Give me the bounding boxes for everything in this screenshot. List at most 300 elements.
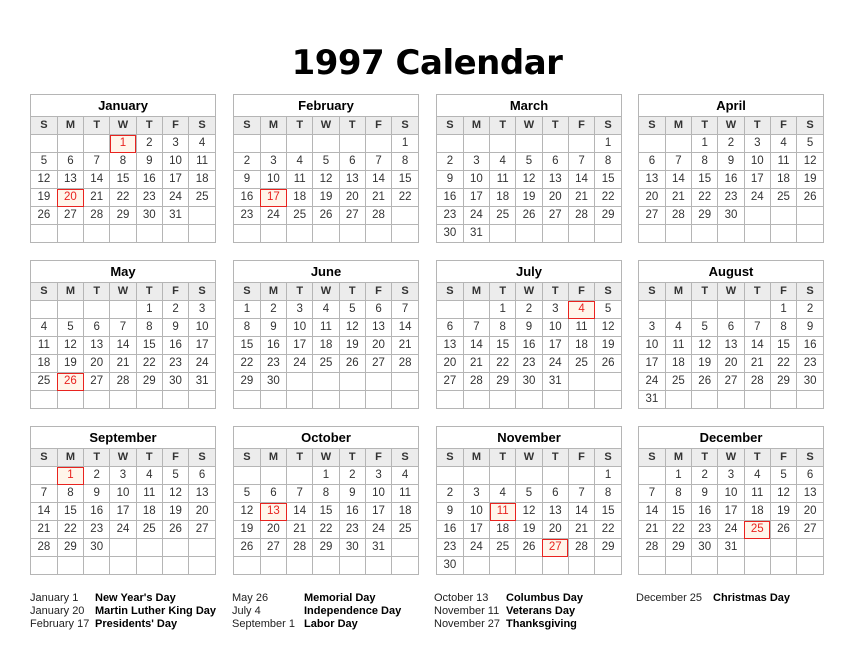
day-cell: 12 <box>516 503 542 521</box>
day-cell: 31 <box>162 207 188 225</box>
day-cell: 27 <box>639 207 665 225</box>
day-cell: 3 <box>260 153 286 171</box>
day-cell: 20 <box>84 355 110 373</box>
month-table <box>437 283 621 408</box>
day-cell: 22 <box>136 355 162 373</box>
day-cell: 31 <box>639 391 665 409</box>
day-cell: 26 <box>234 539 260 557</box>
day-cell: 1 <box>234 301 260 319</box>
day-cell: 2 <box>234 153 260 171</box>
day-cell: 22 <box>234 355 260 373</box>
week-row <box>639 301 823 319</box>
day-cell: 28 <box>84 207 110 225</box>
empty-day-cell <box>542 467 568 485</box>
holiday-day-cell: 11 <box>490 503 516 521</box>
holiday-entry <box>232 618 401 631</box>
weekday-header: M <box>665 117 691 135</box>
empty-day-cell <box>718 225 744 243</box>
empty-day-cell <box>234 557 260 575</box>
week-row <box>639 521 823 539</box>
day-cell: 8 <box>595 153 621 171</box>
weekday-header: T <box>490 117 516 135</box>
weekday-header-row <box>234 449 418 467</box>
empty-day-cell <box>31 391 57 409</box>
day-cell: 12 <box>595 319 621 337</box>
holiday-day-cell: 1 <box>110 135 136 153</box>
empty-day-cell <box>84 391 110 409</box>
day-cell: 1 <box>692 135 718 153</box>
day-cell: 9 <box>516 319 542 337</box>
day-cell: 20 <box>718 355 744 373</box>
weekday-header: F <box>568 283 594 301</box>
day-cell: 26 <box>162 521 188 539</box>
day-cell: 11 <box>744 485 770 503</box>
weekday-header: W <box>718 449 744 467</box>
weekday-header: M <box>57 117 83 135</box>
holiday-date: September 1 <box>232 618 295 630</box>
empty-day-cell <box>595 391 621 409</box>
day-cell: 28 <box>665 207 691 225</box>
empty-day-cell <box>287 391 313 409</box>
week-row <box>234 521 418 539</box>
empty-day-cell <box>189 557 215 575</box>
day-cell: 2 <box>162 301 188 319</box>
month-april <box>638 94 824 243</box>
day-cell: 17 <box>110 503 136 521</box>
empty-day-cell <box>260 135 286 153</box>
weekday-header: S <box>639 283 665 301</box>
day-cell: 11 <box>31 337 57 355</box>
day-cell: 13 <box>437 337 463 355</box>
day-cell: 26 <box>595 355 621 373</box>
day-cell: 22 <box>110 189 136 207</box>
week-row <box>639 373 823 391</box>
day-cell: 8 <box>665 485 691 503</box>
empty-day-cell <box>568 373 594 391</box>
day-cell: 1 <box>595 467 621 485</box>
day-cell: 29 <box>234 373 260 391</box>
empty-day-cell <box>463 135 489 153</box>
day-cell: 16 <box>718 171 744 189</box>
day-cell: 6 <box>542 485 568 503</box>
day-cell: 17 <box>639 355 665 373</box>
weekday-header: M <box>665 449 691 467</box>
day-cell: 5 <box>692 319 718 337</box>
weekday-header: F <box>365 283 391 301</box>
day-cell: 12 <box>57 337 83 355</box>
empty-day-cell <box>84 557 110 575</box>
day-cell: 7 <box>84 153 110 171</box>
holiday-entry <box>434 618 583 631</box>
day-cell: 28 <box>110 373 136 391</box>
weekday-header: W <box>516 283 542 301</box>
week-row <box>639 225 823 243</box>
day-cell: 25 <box>189 189 215 207</box>
day-cell: 4 <box>313 301 339 319</box>
day-cell: 7 <box>744 319 770 337</box>
day-cell: 22 <box>392 189 418 207</box>
day-cell: 27 <box>437 373 463 391</box>
day-cell: 23 <box>136 189 162 207</box>
week-row <box>639 171 823 189</box>
week-row <box>234 189 418 207</box>
day-cell: 29 <box>136 373 162 391</box>
empty-day-cell <box>744 391 770 409</box>
week-row <box>234 539 418 557</box>
month-name: September <box>31 427 215 449</box>
holiday-date: November 27 <box>434 618 501 630</box>
day-cell: 18 <box>287 189 313 207</box>
day-cell: 10 <box>189 319 215 337</box>
day-cell: 12 <box>339 319 365 337</box>
day-cell: 27 <box>57 207 83 225</box>
empty-day-cell <box>31 557 57 575</box>
weekday-header-row <box>31 283 215 301</box>
day-cell: 9 <box>718 153 744 171</box>
empty-day-cell <box>463 391 489 409</box>
day-cell: 23 <box>437 539 463 557</box>
empty-day-cell <box>797 391 823 409</box>
empty-day-cell <box>770 557 796 575</box>
weekday-header: W <box>516 449 542 467</box>
day-cell: 29 <box>595 207 621 225</box>
month-name: March <box>437 95 621 117</box>
month-june <box>233 260 419 409</box>
empty-day-cell <box>744 557 770 575</box>
holiday-date: February 17 <box>30 618 90 630</box>
empty-day-cell <box>516 391 542 409</box>
day-cell: 19 <box>162 503 188 521</box>
day-cell: 11 <box>189 153 215 171</box>
day-cell: 22 <box>665 521 691 539</box>
day-cell: 2 <box>718 135 744 153</box>
day-cell: 12 <box>797 153 823 171</box>
week-row <box>31 521 215 539</box>
day-cell: 12 <box>516 171 542 189</box>
day-cell: 23 <box>692 521 718 539</box>
empty-day-cell <box>797 225 823 243</box>
day-cell: 25 <box>136 521 162 539</box>
holiday-name: Presidents' Day <box>95 618 178 630</box>
day-cell: 18 <box>568 337 594 355</box>
day-cell: 3 <box>463 485 489 503</box>
day-cell: 2 <box>437 485 463 503</box>
weekday-header: F <box>365 449 391 467</box>
empty-day-cell <box>692 301 718 319</box>
day-cell: 26 <box>692 373 718 391</box>
day-cell: 11 <box>770 153 796 171</box>
day-cell: 18 <box>31 355 57 373</box>
day-cell: 22 <box>770 355 796 373</box>
day-cell: 19 <box>339 337 365 355</box>
day-cell: 18 <box>490 521 516 539</box>
day-cell: 9 <box>692 485 718 503</box>
empty-day-cell <box>770 539 796 557</box>
day-cell: 7 <box>110 319 136 337</box>
weekday-header: T <box>744 117 770 135</box>
empty-day-cell <box>639 467 665 485</box>
day-cell: 4 <box>490 153 516 171</box>
weekday-header: W <box>516 117 542 135</box>
day-cell: 8 <box>313 485 339 503</box>
day-cell: 13 <box>84 337 110 355</box>
day-cell: 1 <box>136 301 162 319</box>
day-cell: 17 <box>463 521 489 539</box>
day-cell: 1 <box>313 467 339 485</box>
day-cell: 27 <box>189 521 215 539</box>
day-cell: 21 <box>463 355 489 373</box>
day-cell: 19 <box>797 171 823 189</box>
weekday-header: W <box>110 283 136 301</box>
week-row <box>234 391 418 409</box>
month-february <box>233 94 419 243</box>
empty-day-cell <box>31 301 57 319</box>
week-row <box>639 485 823 503</box>
week-row <box>437 557 621 575</box>
weekday-header: T <box>84 283 110 301</box>
empty-day-cell <box>639 225 665 243</box>
empty-day-cell <box>234 467 260 485</box>
month-october <box>233 426 419 575</box>
weekday-header: S <box>31 283 57 301</box>
day-cell: 27 <box>260 539 286 557</box>
day-cell: 4 <box>31 319 57 337</box>
day-cell: 13 <box>339 171 365 189</box>
day-cell: 5 <box>313 153 339 171</box>
day-cell: 21 <box>365 189 391 207</box>
day-cell: 13 <box>797 485 823 503</box>
day-cell: 1 <box>595 135 621 153</box>
week-row <box>234 225 418 243</box>
week-row <box>437 171 621 189</box>
empty-day-cell <box>313 391 339 409</box>
day-cell: 2 <box>692 467 718 485</box>
week-row <box>437 301 621 319</box>
empty-day-cell <box>260 467 286 485</box>
day-cell: 12 <box>313 171 339 189</box>
day-cell: 26 <box>797 189 823 207</box>
empty-day-cell <box>797 207 823 225</box>
empty-day-cell <box>162 391 188 409</box>
empty-day-cell <box>260 225 286 243</box>
day-cell: 21 <box>568 521 594 539</box>
weekday-header: T <box>744 449 770 467</box>
day-cell: 11 <box>136 485 162 503</box>
weekday-header: W <box>110 449 136 467</box>
day-cell: 30 <box>136 207 162 225</box>
empty-day-cell <box>437 301 463 319</box>
weekday-header: T <box>136 449 162 467</box>
day-cell: 26 <box>313 207 339 225</box>
empty-day-cell <box>463 467 489 485</box>
day-cell: 5 <box>770 467 796 485</box>
day-cell: 1 <box>770 301 796 319</box>
weekday-header: T <box>84 449 110 467</box>
month-november <box>436 426 622 575</box>
day-cell: 7 <box>365 153 391 171</box>
holiday-name: Columbus Day <box>506 592 584 604</box>
week-row <box>31 135 215 153</box>
month-name: December <box>639 427 823 449</box>
day-cell: 17 <box>287 337 313 355</box>
month-january <box>30 94 216 243</box>
day-cell: 8 <box>692 153 718 171</box>
day-cell: 10 <box>110 485 136 503</box>
day-cell: 31 <box>542 373 568 391</box>
day-cell: 15 <box>595 503 621 521</box>
empty-day-cell <box>595 225 621 243</box>
empty-day-cell <box>234 391 260 409</box>
day-cell: 8 <box>110 153 136 171</box>
day-cell: 21 <box>744 355 770 373</box>
empty-day-cell <box>595 373 621 391</box>
week-row <box>437 391 621 409</box>
week-row <box>437 153 621 171</box>
empty-day-cell <box>744 539 770 557</box>
empty-day-cell <box>797 539 823 557</box>
month-name: July <box>437 261 621 283</box>
empty-day-cell <box>57 301 83 319</box>
day-cell: 16 <box>84 503 110 521</box>
weekday-header: M <box>260 449 286 467</box>
holiday-date: December 25 <box>636 592 703 604</box>
day-cell: 9 <box>162 319 188 337</box>
day-cell: 17 <box>365 503 391 521</box>
weekday-header: S <box>639 117 665 135</box>
day-cell: 17 <box>718 503 744 521</box>
holiday-column <box>30 592 216 631</box>
day-cell: 9 <box>797 319 823 337</box>
empty-day-cell <box>568 225 594 243</box>
empty-day-cell <box>568 135 594 153</box>
day-cell: 15 <box>490 337 516 355</box>
day-cell: 28 <box>31 539 57 557</box>
day-cell: 16 <box>339 503 365 521</box>
day-cell: 23 <box>718 189 744 207</box>
day-cell: 11 <box>287 171 313 189</box>
empty-day-cell <box>287 373 313 391</box>
holiday-name: Christmas Day <box>713 592 791 604</box>
holiday-name: Labor Day <box>304 618 358 630</box>
day-cell: 4 <box>490 485 516 503</box>
day-cell: 16 <box>136 171 162 189</box>
day-cell: 12 <box>162 485 188 503</box>
week-row <box>639 503 823 521</box>
day-cell: 20 <box>339 189 365 207</box>
week-row <box>234 467 418 485</box>
empty-day-cell <box>162 225 188 243</box>
empty-day-cell <box>287 225 313 243</box>
empty-day-cell <box>516 135 542 153</box>
empty-day-cell <box>744 225 770 243</box>
day-cell: 6 <box>84 319 110 337</box>
weekday-header: F <box>365 117 391 135</box>
day-cell: 6 <box>57 153 83 171</box>
week-row <box>639 355 823 373</box>
day-cell: 3 <box>542 301 568 319</box>
month-name: May <box>31 261 215 283</box>
empty-day-cell <box>313 373 339 391</box>
day-cell: 14 <box>110 337 136 355</box>
day-cell: 16 <box>437 521 463 539</box>
week-row <box>639 189 823 207</box>
weekday-header: W <box>313 283 339 301</box>
weekday-header: T <box>542 449 568 467</box>
day-cell: 4 <box>392 467 418 485</box>
weekday-header: W <box>110 117 136 135</box>
week-row <box>31 355 215 373</box>
empty-day-cell <box>31 135 57 153</box>
empty-day-cell <box>392 539 418 557</box>
weekday-header: S <box>797 449 823 467</box>
day-cell: 12 <box>234 503 260 521</box>
day-cell: 19 <box>516 189 542 207</box>
day-cell: 6 <box>542 153 568 171</box>
day-cell: 25 <box>665 373 691 391</box>
weekday-header: S <box>234 283 260 301</box>
week-row <box>31 171 215 189</box>
empty-day-cell <box>234 135 260 153</box>
day-cell: 5 <box>57 319 83 337</box>
week-row <box>639 539 823 557</box>
week-row <box>234 485 418 503</box>
day-cell: 19 <box>234 521 260 539</box>
weekday-header: W <box>718 283 744 301</box>
day-cell: 3 <box>287 301 313 319</box>
weekday-header: S <box>31 117 57 135</box>
weekday-header: S <box>437 117 463 135</box>
month-december <box>638 426 824 575</box>
day-cell: 19 <box>313 189 339 207</box>
day-cell: 26 <box>516 207 542 225</box>
weekday-header: T <box>287 283 313 301</box>
week-row <box>437 503 621 521</box>
day-cell: 15 <box>595 171 621 189</box>
week-row <box>234 319 418 337</box>
day-cell: 19 <box>770 503 796 521</box>
day-cell: 19 <box>692 355 718 373</box>
day-cell: 7 <box>392 301 418 319</box>
empty-day-cell <box>639 301 665 319</box>
day-cell: 5 <box>595 301 621 319</box>
week-row <box>31 539 215 557</box>
day-cell: 21 <box>31 521 57 539</box>
day-cell: 18 <box>490 189 516 207</box>
month-july <box>436 260 622 409</box>
weekday-header: F <box>162 283 188 301</box>
day-cell: 1 <box>665 467 691 485</box>
day-cell: 9 <box>437 171 463 189</box>
day-cell: 27 <box>84 373 110 391</box>
day-cell: 6 <box>339 153 365 171</box>
empty-day-cell <box>392 225 418 243</box>
month-table <box>234 117 418 242</box>
empty-day-cell <box>339 391 365 409</box>
week-row <box>639 557 823 575</box>
holiday-date: January 1 <box>30 592 79 604</box>
day-cell: 27 <box>797 521 823 539</box>
weekday-header: S <box>437 283 463 301</box>
holiday-column <box>434 592 583 631</box>
week-row <box>31 391 215 409</box>
weekday-header-row <box>639 283 823 301</box>
week-row <box>639 337 823 355</box>
empty-day-cell <box>189 539 215 557</box>
weekday-header-row <box>639 117 823 135</box>
day-cell: 16 <box>162 337 188 355</box>
holiday-name: Independence Day <box>304 605 402 617</box>
holiday-name: Memorial Day <box>304 592 376 604</box>
